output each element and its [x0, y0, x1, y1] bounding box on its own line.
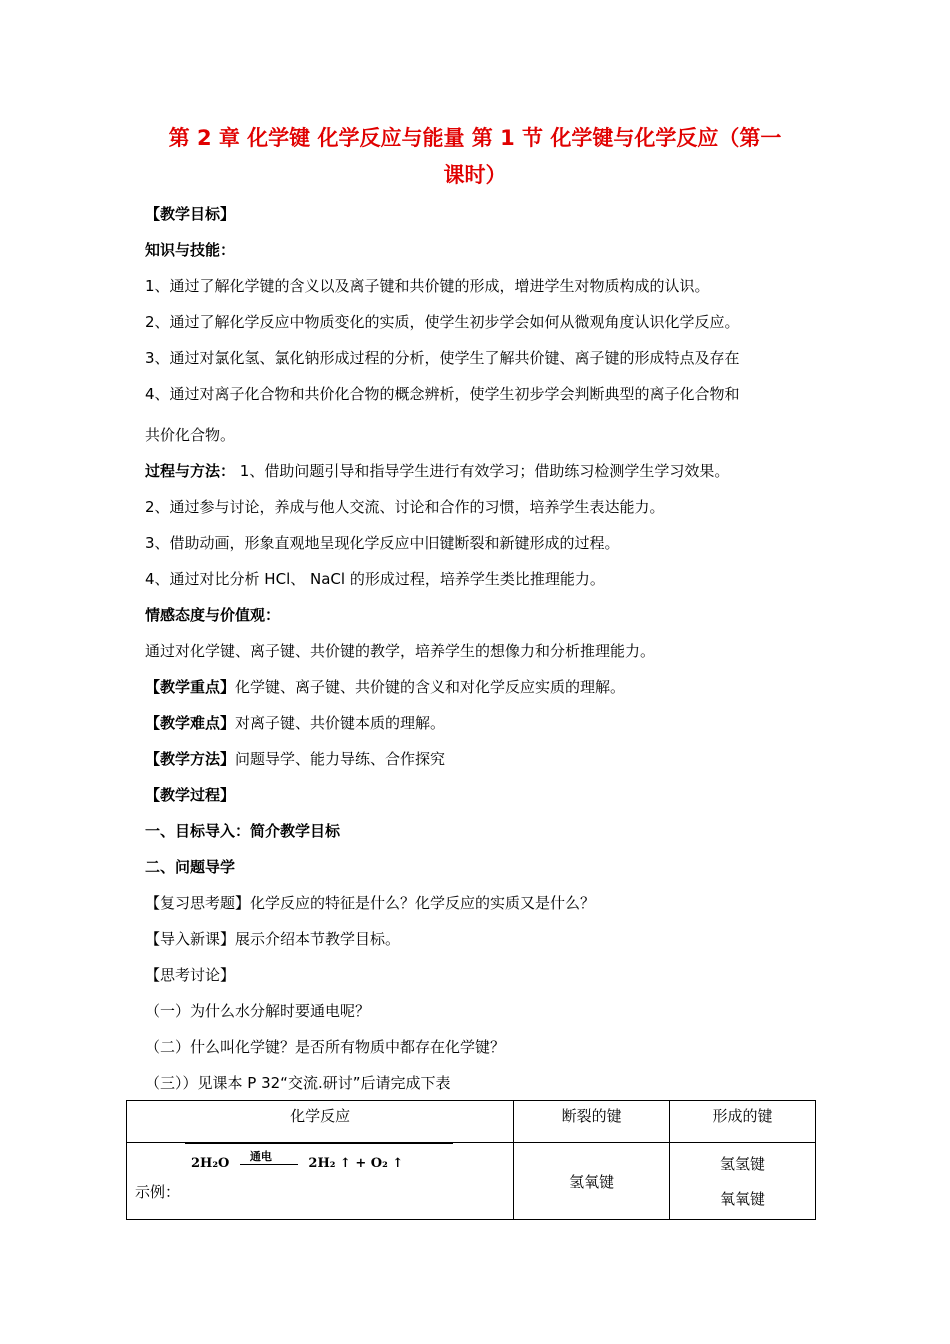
line-text: 【教学过程】 — [145, 786, 236, 804]
text-line — [145, 275, 710, 296]
reaction-cell — [127, 1143, 514, 1220]
formed-bond-cell — [670, 1143, 816, 1220]
text-line — [145, 568, 605, 589]
text-line — [145, 964, 235, 985]
header-formed-bonds: 形成的键 — [670, 1101, 816, 1143]
text-line — [145, 532, 620, 553]
reaction-arrow — [240, 1150, 298, 1170]
table-row — [127, 1143, 816, 1220]
line-text: 二、问题导学 — [145, 858, 236, 876]
header-broken-bonds: 断裂的键 — [514, 1101, 670, 1143]
table-header-row — [127, 1101, 816, 1143]
text-line — [145, 712, 445, 733]
text-line — [145, 676, 625, 697]
line-label: 【教学方法】 — [145, 750, 236, 768]
document-title — [140, 120, 810, 194]
header-reaction: 化学反应 — [127, 1101, 514, 1143]
line-text: 一、目标导入：简介教学目标 — [145, 822, 341, 840]
line-text: （三））见课本 P 32“交流.研讨”后请完成下表 — [145, 1074, 451, 1092]
line-label: 过程与方法： — [145, 462, 236, 480]
text-line — [145, 460, 729, 481]
line-text: 【复习思考题】化学反应的特征是什么？化学反应的实质又是什么？ — [145, 894, 596, 912]
line-text: 【导入新课】展示介绍本节教学目标。 — [145, 930, 401, 948]
text-line — [145, 1072, 450, 1093]
broken-bond: 氢氧键 — [569, 1172, 615, 1191]
line-text: 【教学目标】 — [145, 205, 236, 223]
line-text: 2、通过了解化学反应中物质变化的实质，使学生初步学会如何从微观角度认识化学反应。 — [145, 313, 740, 331]
text-line — [145, 640, 655, 661]
text-line — [145, 1000, 370, 1021]
example-label: 示例： — [135, 1183, 181, 1201]
text-line — [145, 748, 445, 769]
text-line — [145, 347, 740, 368]
reaction-table — [126, 1100, 816, 1220]
line-text: （二）什么叫化学键？是否所有物质中都存在化学键？ — [145, 1038, 506, 1056]
line-text: （一）为什么水分解时要通电呢？ — [145, 1002, 371, 1020]
line-text: 4、通过对离子化合物和共价化合物的概念辨析，使学生初步学会判断典型的离子化合物和 — [145, 385, 740, 403]
line-text: 共价化合物。 — [145, 426, 236, 444]
line-text: 【思考讨论】 — [145, 966, 236, 984]
text-line — [145, 203, 235, 224]
line-text: 3、通过对氯化氢、氯化钠形成过程的分析，使学生了解共价键、离子键的形成特点及存在 — [145, 349, 740, 367]
line-text: 问题导学、能力导练、合作探究 — [235, 750, 446, 768]
line-text: 2、通过参与讨论，养成与他人交流、讨论和合作的习惯，培养学生表达能力。 — [145, 498, 665, 516]
text-line — [145, 311, 740, 332]
reaction-condition: 通电 — [249, 1150, 272, 1163]
equation-image — [185, 1143, 453, 1210]
text-line — [145, 424, 235, 445]
broken-bond-cell — [514, 1143, 670, 1220]
text-line — [145, 856, 235, 877]
equation-products: 2H₂ ↑ + O₂ ↑ — [308, 1156, 404, 1171]
title-line-1: 第 2 章 化学键 化学反应与能量 第 1 节 化学键与化学反应（第一 — [168, 126, 782, 150]
text-line — [145, 820, 340, 841]
text-line — [145, 1036, 505, 1057]
text-line — [145, 928, 400, 949]
chemical-equation — [191, 1150, 404, 1171]
title-line-2: 课时） — [443, 163, 507, 187]
text-line — [145, 239, 235, 260]
line-text: 1、借助问题引导和指导学生进行有效学习；借助练习检测学生学习效果。 — [235, 462, 730, 480]
line-text: 对离子键、共价键本质的理解。 — [235, 714, 446, 732]
line-text: 4、通过对比分析 HCl、 NaCl 的形成过程，培养学生类比推理能力。 — [145, 570, 605, 588]
text-line — [145, 604, 280, 625]
line-text: 知识与技能： — [145, 241, 236, 259]
line-text: 化学键、离子键、共价键的含义和对化学反应实质的理解。 — [235, 678, 626, 696]
line-label: 【教学重点】 — [145, 678, 236, 696]
text-line — [145, 496, 665, 517]
formed-bond-1: 氢氢键 — [719, 1155, 765, 1173]
text-line — [145, 784, 235, 805]
formed-bond-2: 氧氧键 — [719, 1190, 765, 1208]
text-line — [145, 892, 595, 913]
line-label: 【教学难点】 — [145, 714, 236, 732]
equation-reactant: 2H₂O — [191, 1156, 230, 1171]
line-text: 3、借助动画，形象直观地呈现化学反应中旧键断裂和新键形成的过程。 — [145, 534, 620, 552]
line-text: 情感态度与价值观： — [145, 606, 281, 624]
line-text: 通过对化学键、离子键、共价键的教学，培养学生的想像力和分析推理能力。 — [145, 642, 656, 660]
line-text: 1、通过了解化学键的含义以及离子键和共价键的形成，增进学生对物质构成的认识。 — [145, 277, 710, 295]
text-line — [145, 383, 740, 404]
